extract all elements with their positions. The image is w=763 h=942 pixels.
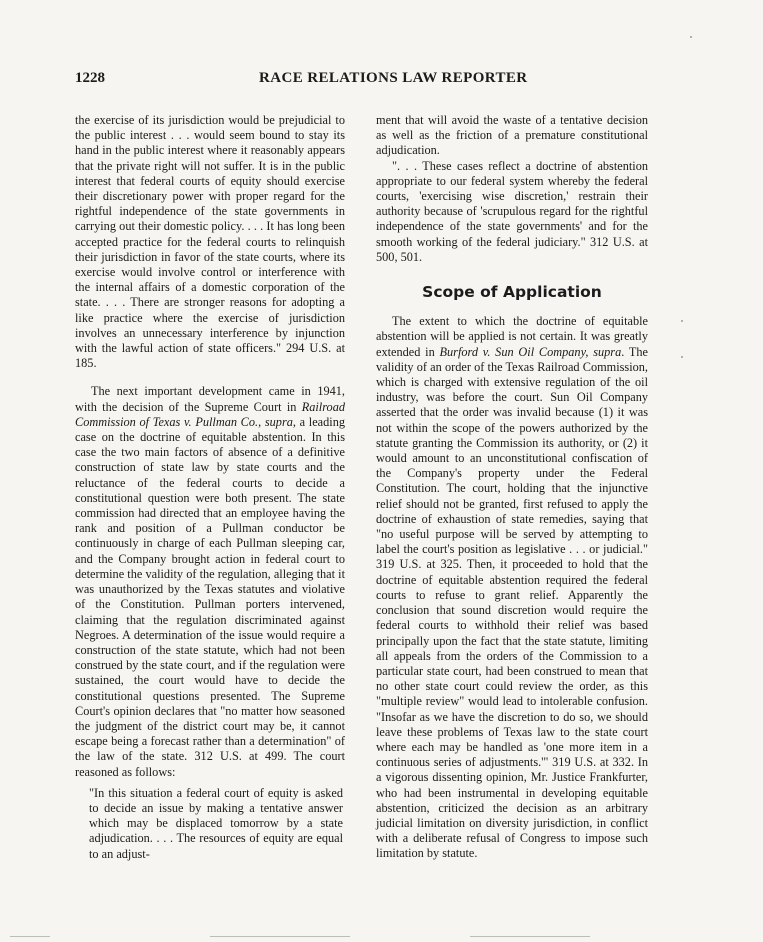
scan-speck bbox=[681, 320, 683, 322]
scope-paragraph bbox=[376, 314, 648, 861]
page-header bbox=[75, 70, 685, 92]
quote-paragraph-abstention: ". . . These cases reflect a doctrine of abstention appropriate to our federal system whereby the federal courts, 'exercising wise discretion,' restrain their authority because of 'scrupulous regard for the rightful independence of the state governments' and for the smooth working of the federal judiciary." 312 U.S. at 500, 501. bbox=[376, 158, 648, 264]
quote-continuation: ment that will avoid the waste of a tentative decision as well as the friction of a premature constitutional adjudication. bbox=[376, 113, 648, 158]
pullman-text-start: The next important development came in 1941, with the decision of the Supreme Court in bbox=[75, 384, 345, 414]
scope-text-rest: . The validity of an order of the Texas Railroad Commission, which is charged with extensive regulation of the oil industry, was before the court. Sun Oil Company asserted that the order was invalid because (1) it was not within the scope of the powers authorized by the statute granting the Commission its authority, or (2) it would amount to an unconstitutional confiscation of the Company's property under the Federal Constitution. The court, holding that the injunctive relief should not be granted, first refused to apply the doctrine of exhaustion of state remedies, saying that "no useful purpose will be served by attempting to label the court's position as legislative . . . or judicial." 319 U.S. at 325. Then, it proceeded to hold that the doctrine of equitable abstention required the federal courts to refuse to grant relief. Apparently the conclusion that sound discretion would require the federal courts to withhold their relief was based principally upon the fact that the state statute, limiting all appeals from the orders of the Commission to a particular state court, had been construed to mean that no other state court could review the order, as this "multiple review" would lead to intolerable confusion. "Insofar as we have the discretion to do so, we should leave these problems of Texas law to the state court where each may be handled as 'one more item in a continuous series of adjustments.'" 319 U.S. at 332. In a vigorous dissenting opinion, Mr. Justice Frankfurter, who had been instrumental in developing equitable abstention, criticized the decision as an arbitrary judicial limitation on diversity jurisdiction, in conflict with a deliberate refusal of Congress to impose such limitation by statute. bbox=[376, 344, 648, 861]
scan-artifact-line bbox=[10, 936, 50, 937]
pullman-paragraph bbox=[75, 384, 345, 779]
left-column bbox=[75, 113, 345, 862]
page-number: 1228 bbox=[75, 70, 105, 86]
scope-text-start: The extent to which the doctrine of equitable abstention will be applied is not certain. It was greatly extended in bbox=[376, 314, 648, 359]
case-name-pullman: Railroad Commission of Texas v. Pullman Co., supra bbox=[75, 399, 345, 429]
scan-speck bbox=[681, 356, 683, 358]
section-heading: Scope of Application bbox=[422, 283, 602, 302]
running-head: RACE RELATIONS LAW REPORTER bbox=[259, 70, 528, 86]
scan-artifact-line bbox=[470, 936, 590, 937]
scan-speck bbox=[690, 36, 692, 38]
block-quote: "In this situation a federal court of equity is asked to decide an issue by making a tentative answer which may be displaced tomorrow by a state adjudication. . . . The resources of equity are equal to an adjust- bbox=[89, 785, 343, 861]
pullman-text-rest: , a leading case on the doctrine of equitable abstention. In this case the two main factors of absence of a definitive construction of state law by state courts and the reluctance of the federal courts to decide a constitutional question were both present. The state commission had directed that an employee having the rank and position of a Pullman conductor be continuously in charge of each Pullman sleeping car, and the Company brought action in federal court to determine the validity of the regulation, alleging that it was unauthorized by the Texas statutes and violative of the Constitution. Pullman porters intervened, claiming that the regulation discriminated against Negroes. A determination of the issue would require a construction of the state statute, which had not been construed by the state court, and if the regulation were sustained, the court would have to decide the constitutional questions presented. The Supreme Court's opinion declares that "no matter how seasoned the judgment of the district court may be, it cannot escape being a forecast rather than a determination" of the law of the state. 312 U.S. at 499. The court reasoned as follows: bbox=[75, 414, 345, 779]
right-column bbox=[376, 113, 648, 862]
scan-artifact-line bbox=[210, 936, 350, 937]
continued-quote-paragraph: the exercise of its jurisdiction would be prejudicial to the public interest . . . would seem bound to stay its hand in the public interest where it reasonably appears that the private right will not suffer. It is in the public interest that federal courts of equity should exercise their discretionary power with proper regard for the rightful independence of the state governments in carrying out their domestic policy. . . . It has long been accepted practice for the federal courts to relinquish their jurisdiction in favor of the state courts, where its exercise would involve control or interference with the internal affairs of a domestic corporation of the state. . . . There are stronger reasons for adopting a like practice where the exercise of jurisdiction involves an unnecessary interference by injunction with the lawful action of state officers." 294 U.S. at 185. bbox=[75, 113, 345, 371]
case-name-burford: Burford v. Sun Oil Company, supra bbox=[439, 344, 622, 359]
